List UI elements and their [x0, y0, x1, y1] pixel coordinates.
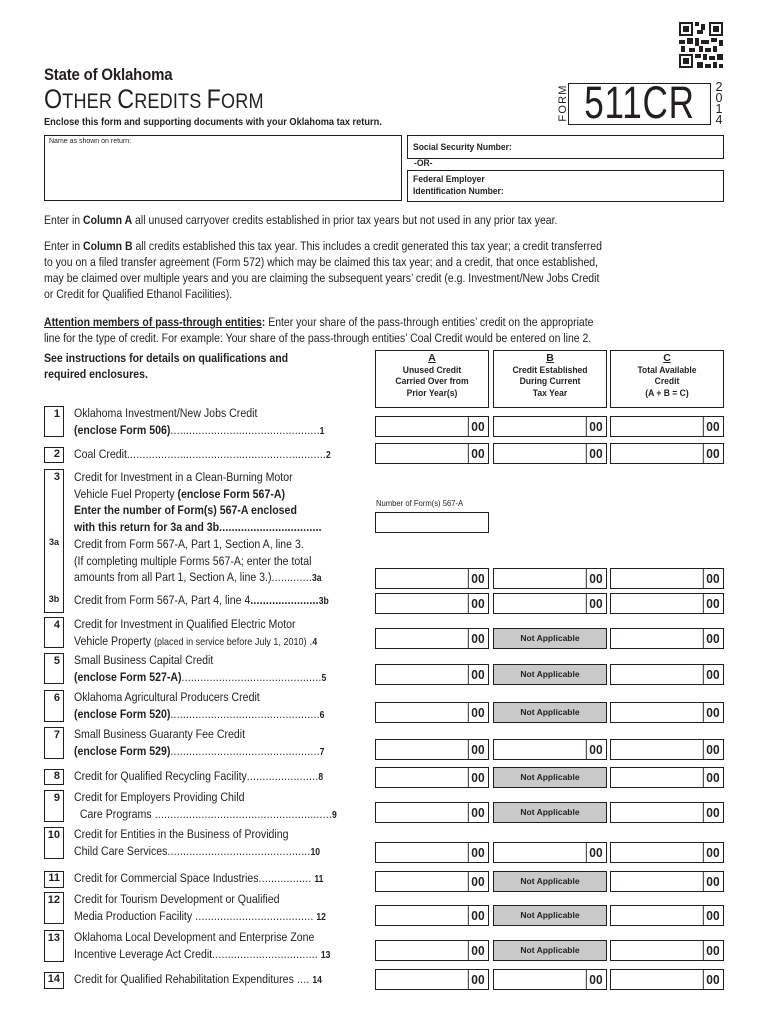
line-2-col-a-input[interactable]: 00: [375, 443, 489, 464]
line-8-col-b-not-applicable: Not Applicable: [493, 767, 607, 788]
column-a-instruction: Enter in Column A all unused carryover credits established in prior tax years but not used in any prior tax year.: [44, 213, 558, 227]
column-c-header: C Total Available Credit (A + B = C): [610, 350, 724, 408]
line-1-col-b-input[interactable]: 00: [493, 416, 607, 437]
line-2-col-c-input[interactable]: 00: [610, 443, 724, 464]
line-1-label: Oklahoma Investment/New Jobs Credit (enclose Form 506)................................................1: [74, 406, 325, 437]
form-year: 2 0 1 4: [715, 80, 723, 127]
form-title: OTHER CREDITS FORM: [44, 84, 264, 114]
number-of-forms-label: Number of Form(s) 567-A: [376, 498, 464, 508]
line-3a-col-b-input[interactable]: 00: [493, 568, 607, 589]
line-3-number: 3 3a 3b: [44, 469, 64, 613]
line-6-number: 6: [44, 690, 64, 722]
form-number: 511CR: [584, 77, 695, 128]
name-field[interactable]: [44, 135, 402, 201]
line-8-label: Credit for Qualified Recycling Facility.......................8: [74, 769, 324, 783]
see-instructions-note: See instructions for details on qualifications and required enclosures.: [44, 351, 289, 381]
line-11-number: 11: [44, 871, 64, 888]
fein-field[interactable]: [407, 170, 724, 202]
line-4-col-b-not-applicable: Not Applicable: [493, 628, 607, 649]
line-10-col-a-input[interactable]: 00: [375, 842, 489, 863]
line-14-col-c-input[interactable]: 00: [610, 969, 724, 990]
line-3b-col-c-input[interactable]: 00: [610, 593, 724, 614]
line-2-label: Coal Credit................................................................2: [74, 447, 331, 461]
qr-code-icon: [679, 22, 723, 70]
line-3b-col-b-input[interactable]: 00: [493, 593, 607, 614]
line-12-col-a-input[interactable]: 00: [375, 905, 489, 926]
line-14-label: Credit for Qualified Rehabilitation Expenditures .... 14: [74, 972, 322, 986]
line-8-number: 8: [44, 769, 64, 785]
number-of-forms-input[interactable]: [375, 512, 489, 533]
ssn-label: Social Security Number:: [413, 142, 512, 153]
line-6-col-c-input[interactable]: 00: [610, 702, 724, 723]
line-5-col-a-input[interactable]: 00: [375, 664, 489, 685]
fein-label: Federal Employer Identification Number:: [413, 174, 504, 197]
ssn-field[interactable]: [407, 135, 724, 159]
enclose-note: Enclose this form and supporting documents with your Oklahoma tax return.: [44, 116, 382, 128]
name-label: Name as shown on return:: [49, 138, 132, 145]
line-12-label: Credit for Tourism Development or Qualified Media Production Facility ...................................... 12: [74, 892, 326, 923]
line-1-col-a-input[interactable]: 00: [375, 416, 489, 437]
line-9-col-c-input[interactable]: 00: [610, 802, 724, 823]
column-a-header: A Unused Credit Carried Over from Prior Year(s): [375, 350, 489, 408]
line-7-label: Small Business Guaranty Fee Credit (enclose Form 529)................................................7: [74, 727, 325, 758]
line-3-label: Credit for Investment in a Clean-Burning Motor Vehicle Fuel Property (enclose Form 567-A) Enter the number of Form(s) 567-A enclosed with this return for 3a and 3b.................................: [74, 470, 322, 534]
line-14-col-a-input[interactable]: 00: [375, 969, 489, 990]
line-12-number: 12: [44, 892, 64, 924]
line-9-number: 9: [44, 790, 64, 822]
line-7-number: 7: [44, 727, 64, 759]
line-14-number: 14: [44, 972, 64, 989]
line-3a-col-a-input[interactable]: 00: [375, 568, 489, 589]
line-5-col-b-not-applicable: Not Applicable: [493, 664, 607, 685]
line-12-col-c-input[interactable]: 00: [610, 905, 724, 926]
line-4-label: Credit for Investment in Qualified Electric Motor Vehicle Property (placed in service before July 1, 2010) .4: [74, 617, 318, 648]
line-10-col-c-input[interactable]: 00: [610, 842, 724, 863]
line-13-number: 13: [44, 930, 64, 962]
line-4-number: 4: [44, 617, 64, 648]
line-7-col-c-input[interactable]: 00: [610, 739, 724, 760]
line-2-col-b-input[interactable]: 00: [493, 443, 607, 464]
line-13-col-c-input[interactable]: 00: [610, 940, 724, 961]
line-11-col-a-input[interactable]: 00: [375, 871, 489, 892]
line-1-number: 1: [44, 406, 64, 437]
state-name: State of Oklahoma: [44, 65, 173, 84]
line-2-number: 2: [44, 447, 64, 463]
line-14-col-b-input[interactable]: 00: [493, 969, 607, 990]
line-3a-col-c-input[interactable]: 00: [610, 568, 724, 589]
line-6-col-a-input[interactable]: 00: [375, 702, 489, 723]
line-7-col-a-input[interactable]: 00: [375, 739, 489, 760]
line-5-label: Small Business Capital Credit (enclose Form 527-A).............................................5: [74, 653, 327, 684]
line-7-col-b-input[interactable]: 00: [493, 739, 607, 760]
line-12-col-b-not-applicable: Not Applicable: [493, 905, 607, 926]
line-1-col-c-input[interactable]: 00: [610, 416, 724, 437]
line-9-col-a-input[interactable]: 00: [375, 802, 489, 823]
column-b-header: B Credit Established During Current Tax Year: [493, 350, 607, 408]
line-11-label: Credit for Commercial Space Industries................. 11: [74, 871, 324, 885]
line-13-col-a-input[interactable]: 00: [375, 940, 489, 961]
line-10-number: 10: [44, 827, 64, 859]
line-8-col-c-input[interactable]: 00: [610, 767, 724, 788]
line-6-label: Oklahoma Agricultural Producers Credit (enclose Form 520)................................................6: [74, 690, 325, 721]
line-4-col-a-input[interactable]: 00: [375, 628, 489, 649]
column-b-instruction: Enter in Column B all credits established this tax year. This includes a credit generated this tax year; a credit transferred to you on a filed transfer agreement (Form 572) which may be claimed this tax year; and a credit, that once established, may be claimed over multiple years and you are claiming the subsequent years’ credit (e.g. Investment/New Jobs Credit or Credit for Qualified Ethanol Facilities).: [44, 239, 602, 301]
line-10-col-b-input[interactable]: 00: [493, 842, 607, 863]
line-10-label: Credit for Entities in the Business of Providing Child Care Services..............................................10: [74, 827, 321, 858]
or-separator: -OR-: [414, 158, 433, 169]
line-3b-col-a-input[interactable]: 00: [375, 593, 489, 614]
line-11-col-c-input[interactable]: 00: [610, 871, 724, 892]
line-9-col-b-not-applicable: Not Applicable: [493, 802, 607, 823]
line-5-col-c-input[interactable]: 00: [610, 664, 724, 685]
line-8-col-a-input[interactable]: 00: [375, 767, 489, 788]
line-9-label: Credit for Employers Providing Child Care Programs .........................................................9: [74, 790, 337, 821]
line-3b-label: Credit from Form 567-A, Part 4, line 4......................3b: [74, 593, 329, 607]
pass-through-attention: Attention members of pass-through entities: Enter your share of the pass-through entities’ credit on the appropriate line for the type of credit. For example: Your share of the pass-through entities’ Coal Credit would be entered on line 2.: [44, 315, 594, 345]
form-word-label: FORM: [557, 84, 569, 122]
line-4-col-c-input[interactable]: 00: [610, 628, 724, 649]
line-13-label: Oklahoma Local Development and Enterprise Zone Incentive Leverage Act Credit.................................. 13: [74, 930, 331, 961]
line-3a-label: Credit from Form 567-A, Part 1, Section A, line 3. (If completing multiple Forms 567-A; enter the total amounts from all Part 1, Section A, line 3.).............3a: [74, 537, 322, 584]
line-6-col-b-not-applicable: Not Applicable: [493, 702, 607, 723]
line-13-col-b-not-applicable: Not Applicable: [493, 940, 607, 961]
line-11-col-b-not-applicable: Not Applicable: [493, 871, 607, 892]
line-5-number: 5: [44, 653, 64, 684]
